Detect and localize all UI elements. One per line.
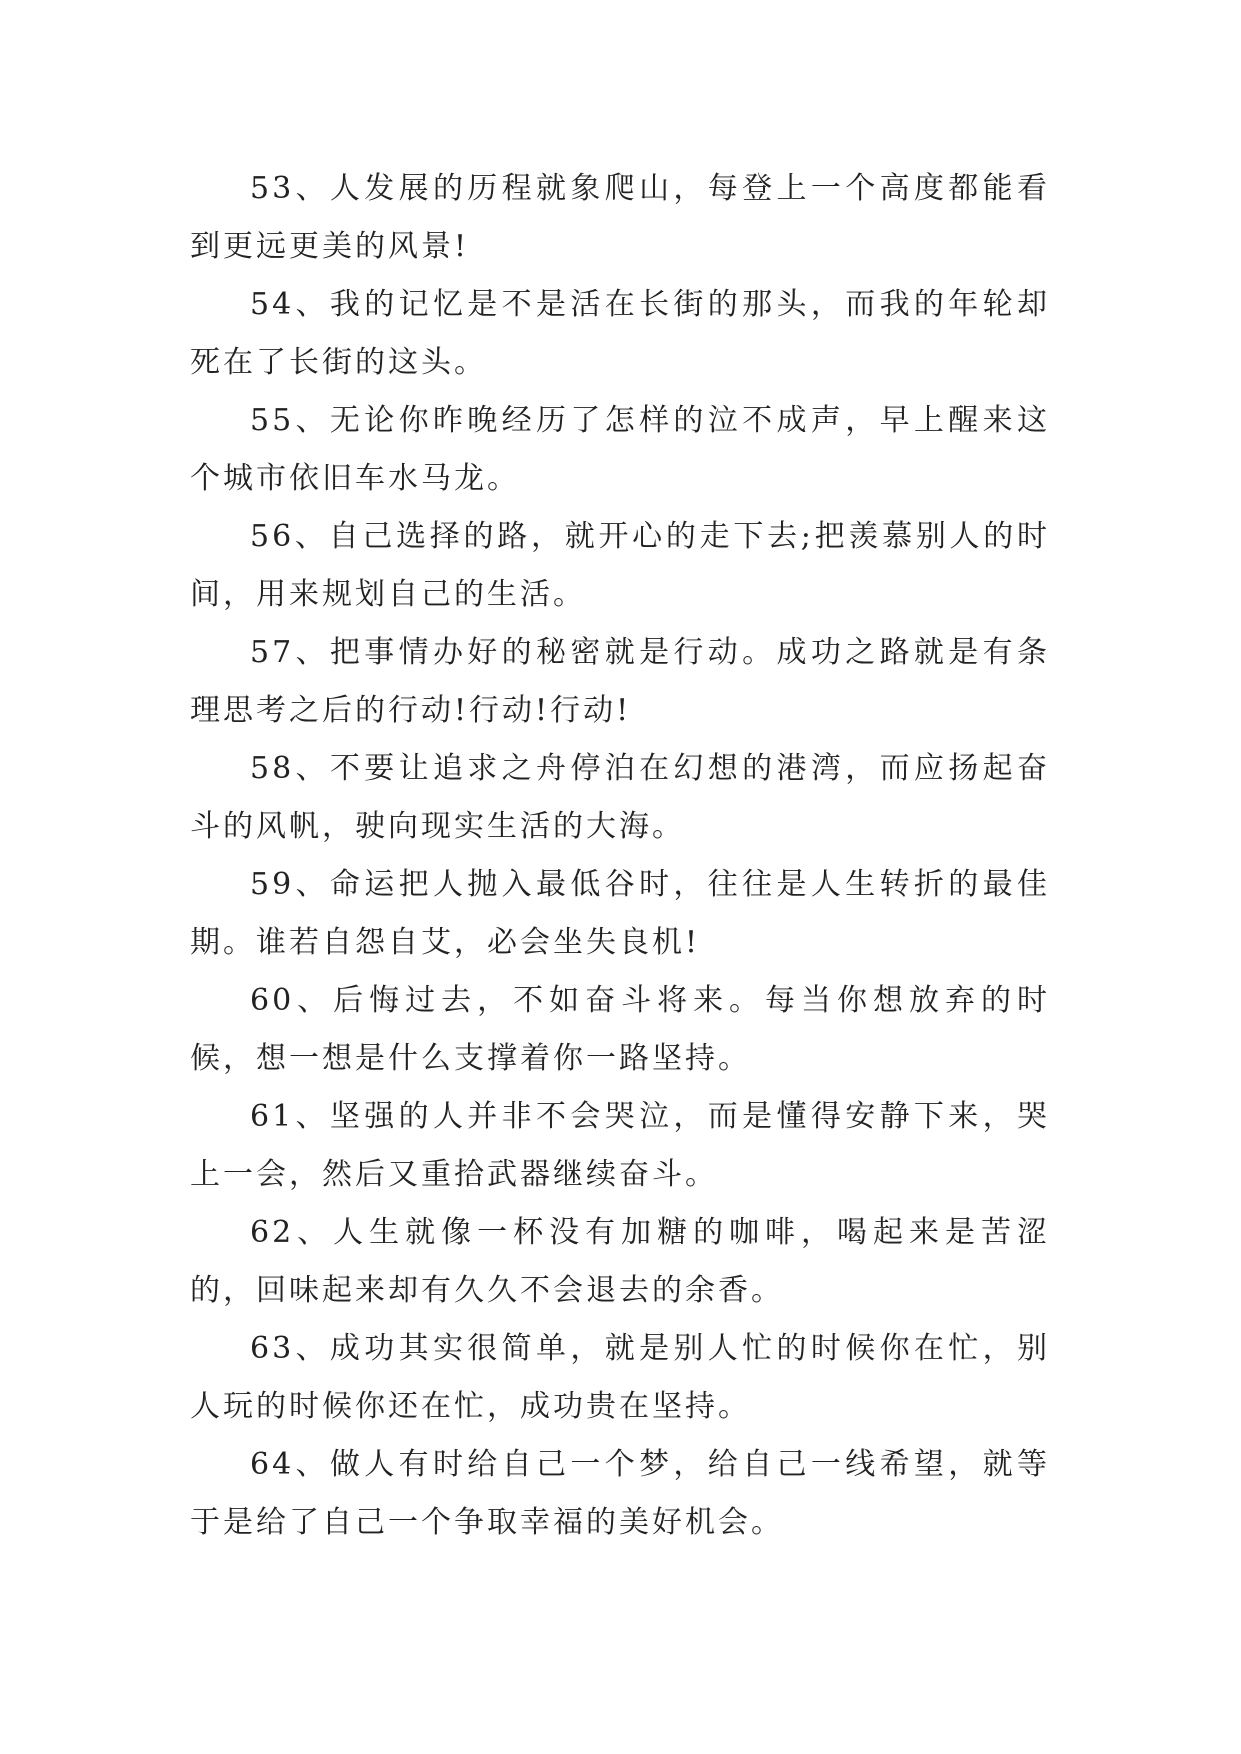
quote-54: 54、我的记忆是不是活在长街的那头，而我的年轮却死在了长街的这头。 [190, 287, 1050, 380]
quote-64: 64、做人有时给自己一个梦，给自己一线希望，就等于是给了自己一个争取幸福的美好机会。 [190, 1447, 1050, 1540]
quote-57: 57、把事情办好的秘密就是行动。成功之路就是有条理思考之后的行动!行动!行动! [190, 635, 1050, 728]
quote-61: 61、坚强的人并非不会哭泣，而是懂得安静下来，哭上一会，然后又重拾武器继续奋斗。 [190, 1099, 1050, 1192]
quote-55: 55、无论你昨晚经历了怎样的泣不成声，早上醒来这个城市依旧车水马龙。 [190, 403, 1050, 496]
quote-58: 58、不要让追求之舟停泊在幻想的港湾，而应扬起奋斗的风帆，驶向现实生活的大海。 [190, 751, 1050, 844]
quote-60: 60、后悔过去，不如奋斗将来。每当你想放弃的时候，想一想是什么支撑着你一路坚持。 [190, 983, 1050, 1076]
quote-59: 59、命运把人抛入最低谷时，往往是人生转折的最佳期。谁若自怨自艾，必会坐失良机! [190, 867, 1050, 960]
quote-56: 56、自己选择的路，就开心的走下去;把羡慕别人的时间，用来规划自己的生活。 [190, 519, 1050, 612]
quote-62: 62、人生就像一杯没有加糖的咖啡，喝起来是苦涩的，回味起来却有久久不会退去的余香。 [190, 1215, 1050, 1308]
quote-63: 63、成功其实很简单，就是别人忙的时候你在忙，别人玩的时候你还在忙，成功贵在坚持。 [190, 1331, 1050, 1424]
document-page [190, 160, 1050, 1552]
quote-53: 53、人发展的历程就象爬山，每登上一个高度都能看到更远更美的风景! [190, 171, 1050, 264]
